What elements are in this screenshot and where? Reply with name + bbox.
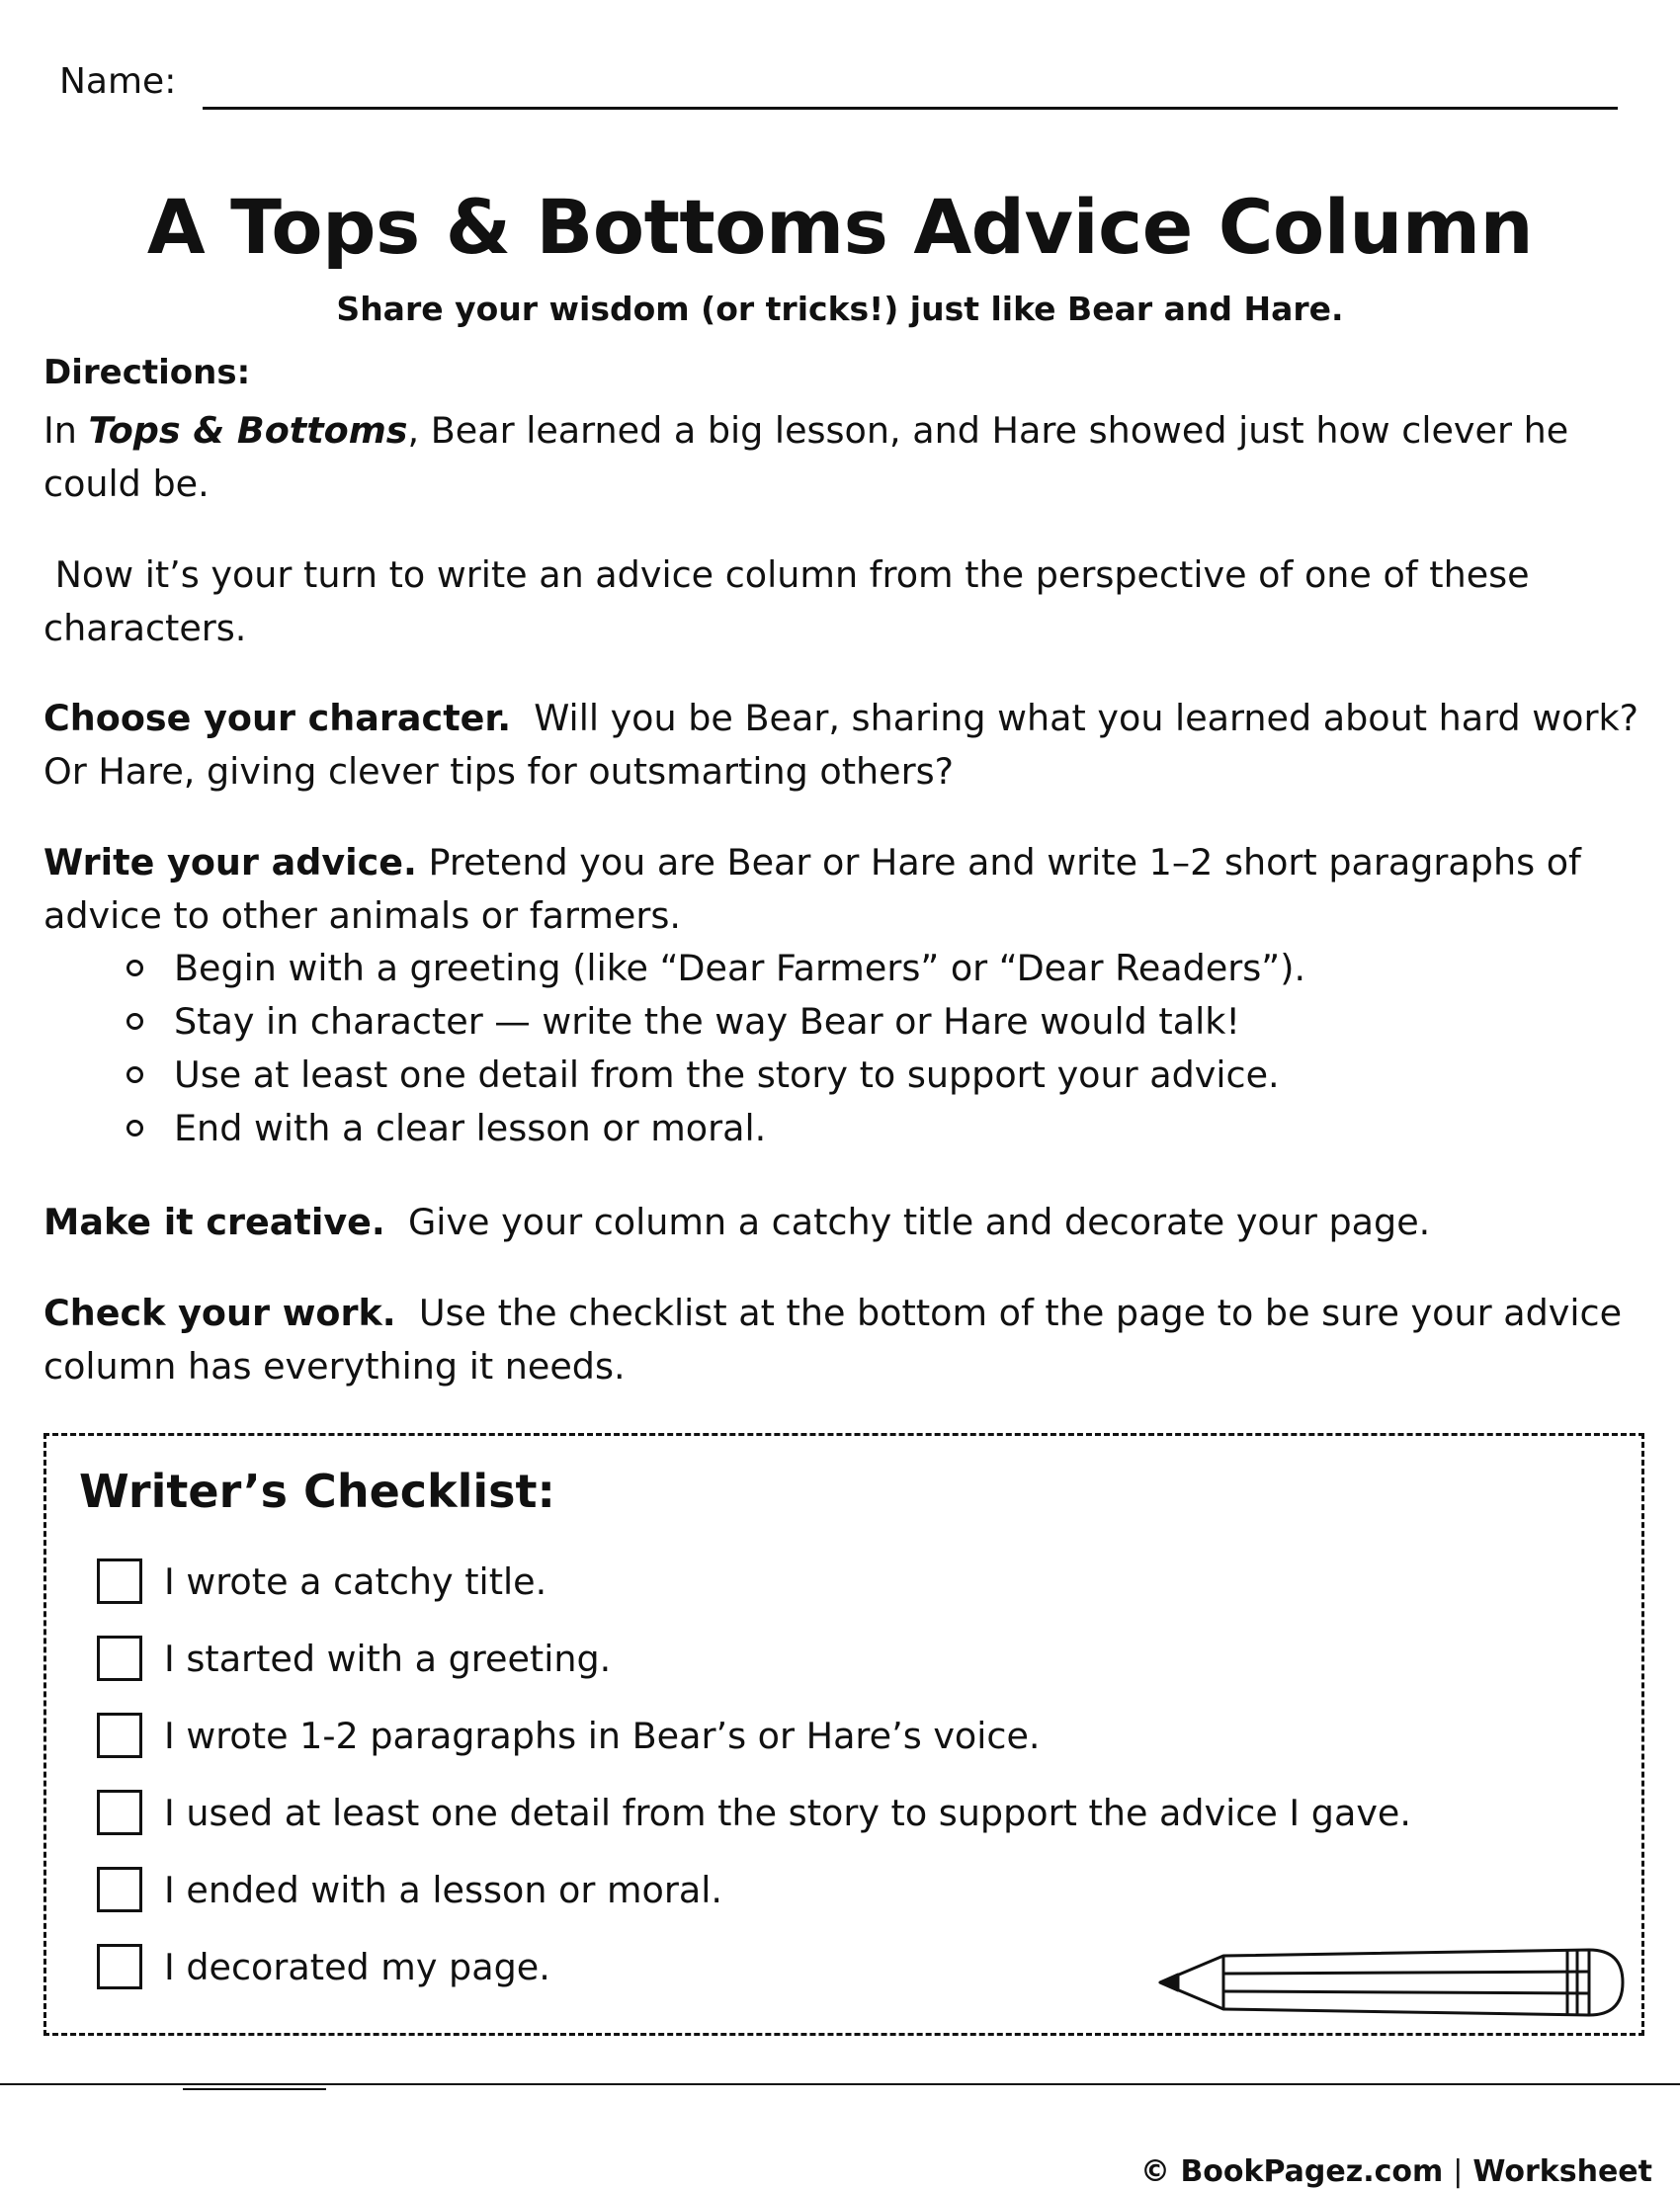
step-check-label: Check your work. — [43, 1292, 396, 1334]
checkbox[interactable] — [97, 1867, 142, 1912]
checklist-item-label: I started with a greeting. — [164, 1637, 612, 1680]
intro-prefix: In — [43, 409, 89, 452]
worksheet-title: A Tops & Bottoms Advice Column — [146, 183, 1534, 271]
directions-turn: Now it’s your turn to write an advice column from the perspective of one of these characters. — [43, 553, 1542, 649]
step-check-text: Use the checklist at the bottom of the page to be sure your advice column has everything it needs. — [43, 1292, 1634, 1388]
checkbox[interactable] — [97, 1713, 142, 1758]
footer-credit — [1140, 2154, 1652, 2189]
footer-type: Worksheet — [1472, 2154, 1652, 2189]
step-write-advice — [43, 836, 1644, 943]
intro-rest: , Bear learned a big lesson, and Hare showed just how clever he could be. — [43, 409, 1569, 505]
footer-rule — [0, 2083, 1680, 2085]
checklist-item — [97, 1711, 1041, 1760]
step-check-work — [43, 1287, 1644, 1393]
checklist-item — [97, 1788, 1411, 1837]
directions-label: Directions: — [43, 353, 251, 392]
checklist-item — [97, 1557, 546, 1606]
step-creative-text: Give your column a catchy title and decorate your page. — [384, 1201, 1431, 1243]
checklist-item — [97, 1634, 611, 1683]
name-label: Name: — [59, 61, 177, 102]
checklist-item — [97, 1942, 550, 1991]
list-item: Use at least one detail from the story to support your advice. — [123, 1049, 1305, 1102]
checklist-item-label: I decorated my page. — [164, 1945, 550, 1988]
step-choose-label: Choose your character. — [43, 697, 512, 739]
checklist-item — [97, 1865, 722, 1914]
list-item: Stay in character — write the way Bear or Hare would talk! — [123, 995, 1305, 1049]
list-item: End with a clear lesson or moral. — [123, 1102, 1305, 1155]
footer-rule-accent — [183, 2088, 326, 2090]
step-write-label: Write your advice. — [43, 841, 417, 884]
list-item: Begin with a greeting (like “Dear Farmers” or “Dear Readers”). — [123, 942, 1305, 995]
footer-separator: | — [1453, 2154, 1464, 2189]
name-field-line[interactable] — [203, 107, 1618, 110]
checklist-title: Writer’s Checklist: — [79, 1465, 555, 1518]
step-choose-character — [43, 692, 1662, 799]
pencil-icon — [1154, 1942, 1629, 2023]
checkbox[interactable] — [97, 1790, 142, 1835]
book-title: Tops & Bottoms — [88, 409, 408, 452]
directions-intro — [43, 404, 1644, 511]
checklist-item-label: I wrote a catchy title. — [164, 1559, 547, 1603]
checklist-item-label: I wrote 1-2 paragraphs in Bear’s or Hare’s voice. — [164, 1714, 1041, 1757]
footer-site: © BookPagez.com — [1140, 2154, 1444, 2189]
step-choose-text: Will you be Bear, sharing what you learned about hard work? Or Hare, giving clever tips for outsmarting others? — [43, 697, 1662, 793]
checkbox[interactable] — [97, 1558, 142, 1604]
step-creative-label: Make it creative. — [43, 1201, 385, 1243]
worksheet-subtitle: Share your wisdom (or tricks!) just like Bear and Hare. — [336, 290, 1344, 328]
advice-bullet-list — [123, 942, 1305, 1155]
checkbox[interactable] — [97, 1636, 142, 1681]
checklist-item-label: I used at least one detail from the story to support the advice I gave. — [164, 1791, 1411, 1834]
step-make-creative — [43, 1196, 1644, 1249]
checkbox[interactable] — [97, 1944, 142, 1989]
checklist-item-label: I ended with a lesson or moral. — [164, 1868, 723, 1911]
step-write-text: Pretend you are Bear or Hare and write 1–2 short paragraphs of advice to other animals or farmers. — [43, 841, 1593, 937]
